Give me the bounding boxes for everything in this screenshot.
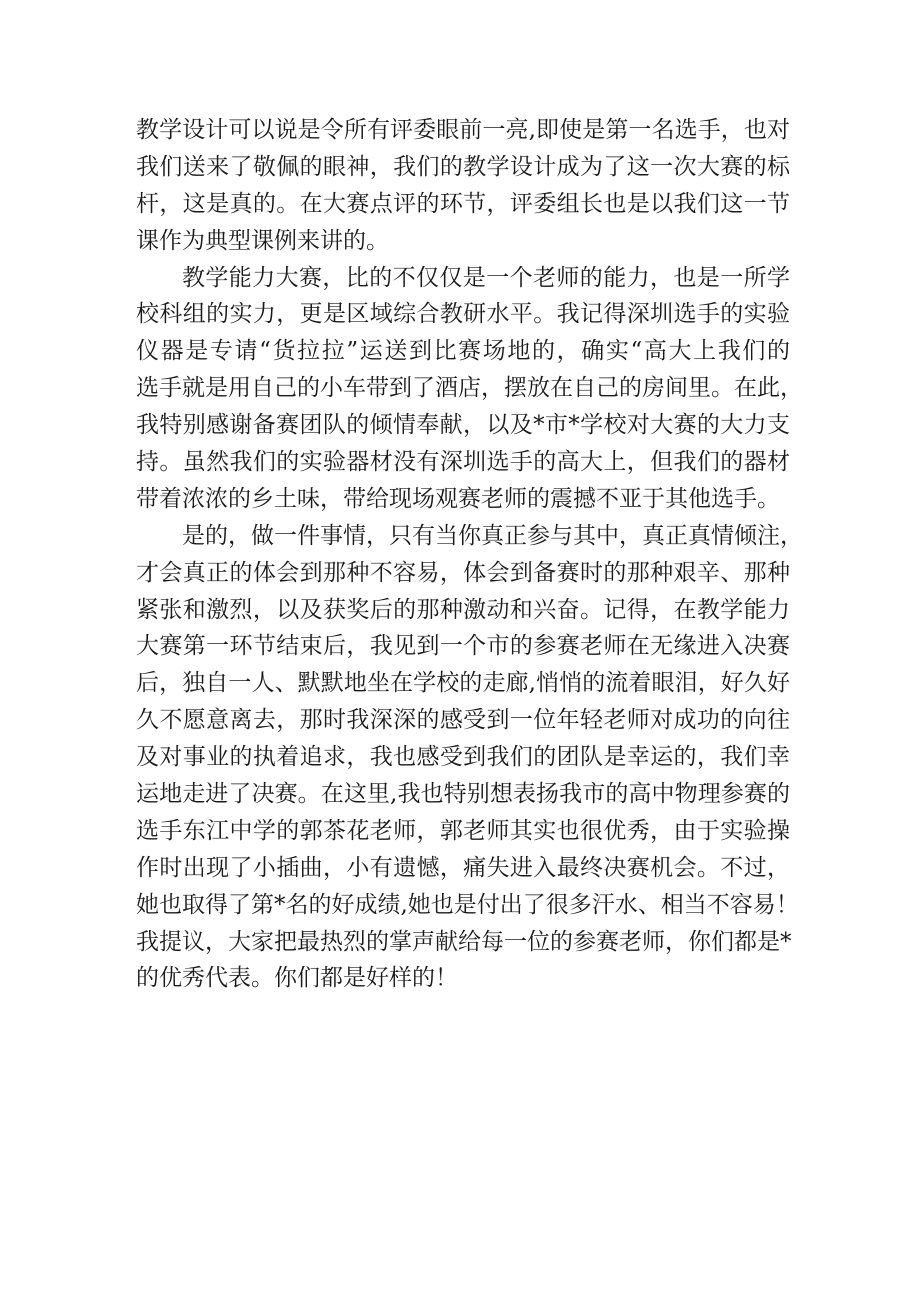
- text-line: 教学能力大赛，比的不仅仅是一个老师的能力，也是一所学: [182, 264, 790, 291]
- text-line: 带着浓浓的乡土味，带给现场观赛老师的震撼不亚于其他选手。: [136, 485, 780, 512]
- text-line: 选手东江中学的郭茶花老师，郭老师其实也很优秀，由于实验操: [136, 817, 790, 844]
- text-line: 校科组的实力，更是区域综合教研水平。我记得深圳选手的实验: [136, 301, 790, 328]
- text-line: 作时出现了小插曲，小有遗憾，痛失进入最终决赛机会。不过，: [136, 854, 790, 881]
- text-line: 我特别感谢备赛团队的倾情奉献，以及*市*学校对大赛的大力支: [136, 412, 790, 439]
- text-line: 杆，这是真的。在大赛点评的环节，评委组长也是以我们这一节: [136, 190, 790, 217]
- text-line: 运地走进了决赛。在这里,我也特别想表扬我市的高中物理参赛的: [136, 781, 790, 808]
- text-line: 持。虽然我们的实验器材没有深圳选手的高大上，但我们的器材: [136, 449, 790, 476]
- text-line: 选手就是用自己的小车带到了酒店，摆放在自己的房间里。在此，: [136, 375, 803, 402]
- text-line: 是的，做一件事情，只有当你真正参与其中，真正真情倾注，: [182, 522, 803, 549]
- text-line: 久不愿意离去，那时我深深的感受到一位年轻老师对成功的向往: [136, 707, 790, 734]
- text-line: 我提议，大家把最热烈的掌声献给每一位的参赛老师，你们都是*: [136, 928, 792, 955]
- text-line: 她也取得了第*名的好成绩,她也是付出了很多汗水、相当不容易！: [136, 891, 799, 918]
- text-line: 才会真正的体会到那种不容易，体会到备赛时的那种艰辛、那种: [136, 559, 790, 586]
- text-line: 及对事业的执着追求，我也感受到我们的团队是幸运的，我们幸: [136, 744, 790, 771]
- text-line: 的优秀代表。你们都是好样的！: [136, 965, 458, 992]
- body-text: [136, 112, 803, 997]
- text-line: 紧张和激烈，以及获奖后的那种激动和兴奋。记得，在教学能力: [136, 596, 790, 623]
- text-line: 我们送来了敬佩的眼神，我们的教学设计成为了这一次大赛的标: [136, 153, 790, 180]
- text-line: 大赛第一环节结束后，我见到一个市的参赛老师在无缘进入决赛: [136, 633, 790, 660]
- text-line: 教学设计可以说是令所有评委眼前一亮,即使是第一名选手，也对: [136, 117, 790, 143]
- text-line: 后，独自一人、默默地坐在学校的走廊,悄悄的流着眼泪，好久好: [136, 670, 790, 697]
- text-line: 课作为典型课例来讲的。: [136, 227, 389, 254]
- text-line: 仪器是专请“货拉拉”运送到比赛场地的，确实“高大上我们的: [136, 338, 790, 365]
